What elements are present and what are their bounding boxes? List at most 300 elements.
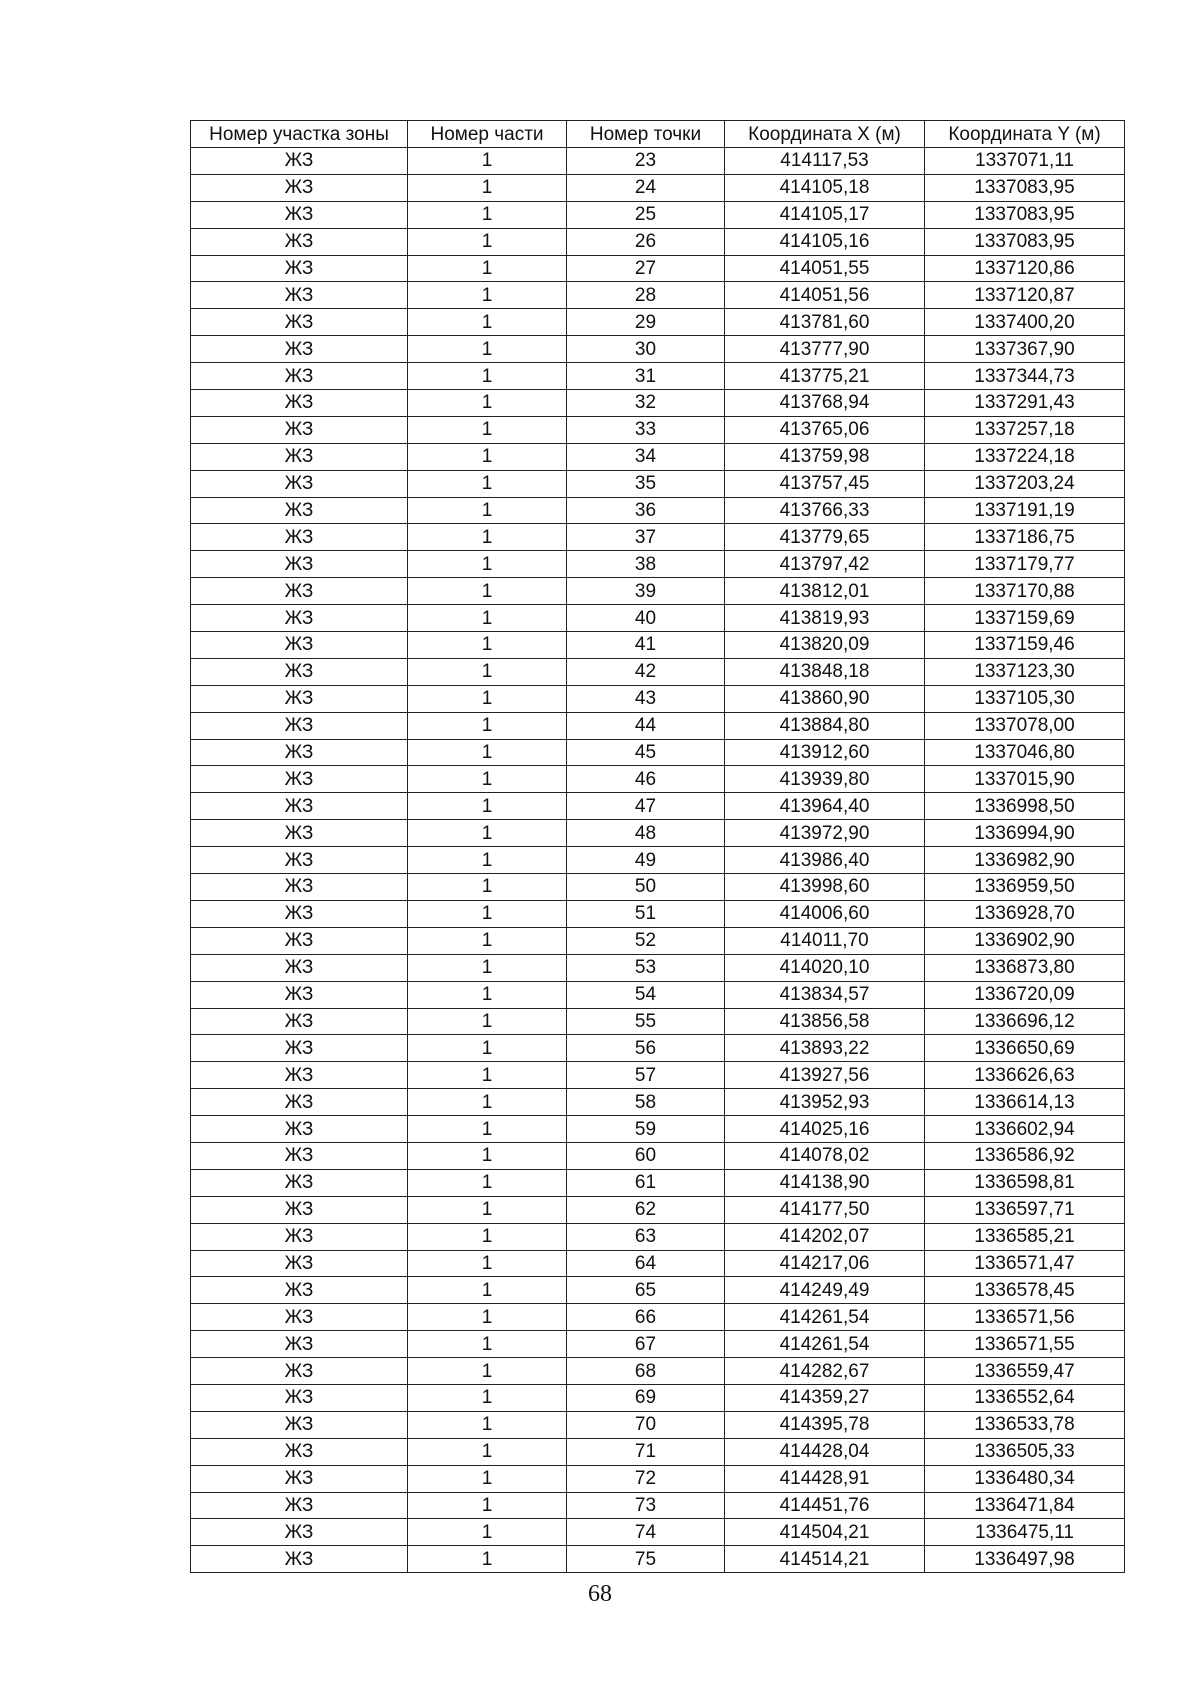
cell-part-number: 1	[408, 148, 567, 175]
cell-point-number: 51	[567, 900, 725, 927]
cell-coordinate-y: 1337123,30	[925, 658, 1125, 685]
table-row	[191, 874, 1125, 901]
cell-part-number: 1	[408, 954, 567, 981]
cell-zone-section: ЖЗ	[191, 282, 408, 309]
cell-part-number: 1	[408, 336, 567, 363]
table-row	[191, 820, 1125, 847]
cell-part-number: 1	[408, 524, 567, 551]
cell-part-number: 1	[408, 981, 567, 1008]
cell-point-number: 47	[567, 793, 725, 820]
table-row	[191, 981, 1125, 1008]
cell-part-number: 1	[408, 1438, 567, 1465]
cell-coordinate-y: 1336585,21	[925, 1223, 1125, 1250]
table-row	[191, 1169, 1125, 1196]
cell-coordinate-y: 1336720,09	[925, 981, 1125, 1008]
cell-point-number: 23	[567, 148, 725, 175]
cell-point-number: 26	[567, 228, 725, 255]
cell-coordinate-y: 1337015,90	[925, 766, 1125, 793]
cell-part-number: 1	[408, 470, 567, 497]
cell-coordinate-x: 414504,21	[725, 1519, 925, 1546]
cell-coordinate-x: 413781,60	[725, 309, 925, 336]
cell-point-number: 58	[567, 1089, 725, 1116]
cell-part-number: 1	[408, 578, 567, 605]
cell-point-number: 52	[567, 927, 725, 954]
cell-zone-section: ЖЗ	[191, 632, 408, 659]
cell-part-number: 1	[408, 605, 567, 632]
table-row	[191, 174, 1125, 201]
cell-coordinate-x: 414117,53	[725, 148, 925, 175]
cell-coordinate-x: 414177,50	[725, 1196, 925, 1223]
page-number: 68	[588, 1581, 612, 1607]
coordinates-table	[190, 120, 1125, 1573]
cell-zone-section: ЖЗ	[191, 1492, 408, 1519]
cell-point-number: 34	[567, 443, 725, 470]
cell-coordinate-y: 1336471,84	[925, 1492, 1125, 1519]
cell-coordinate-y: 1337083,95	[925, 201, 1125, 228]
cell-part-number: 1	[408, 1116, 567, 1143]
cell-coordinate-y: 1336614,13	[925, 1089, 1125, 1116]
table-row	[191, 1384, 1125, 1411]
cell-coordinate-y: 1336998,50	[925, 793, 1125, 820]
table-row	[191, 363, 1125, 390]
table-row	[191, 390, 1125, 417]
cell-part-number: 1	[408, 1089, 567, 1116]
table-row	[191, 927, 1125, 954]
cell-coordinate-x: 413820,09	[725, 632, 925, 659]
cell-zone-section: ЖЗ	[191, 685, 408, 712]
table-row	[191, 1331, 1125, 1358]
cell-point-number: 30	[567, 336, 725, 363]
cell-zone-section: ЖЗ	[191, 1304, 408, 1331]
cell-coordinate-x: 414105,16	[725, 228, 925, 255]
cell-part-number: 1	[408, 712, 567, 739]
cell-zone-section: ЖЗ	[191, 1277, 408, 1304]
cell-point-number: 38	[567, 551, 725, 578]
cell-part-number: 1	[408, 390, 567, 417]
cell-point-number: 29	[567, 309, 725, 336]
cell-coordinate-y: 1336696,12	[925, 1008, 1125, 1035]
cell-part-number: 1	[408, 793, 567, 820]
cell-part-number: 1	[408, 201, 567, 228]
cell-point-number: 72	[567, 1465, 725, 1492]
table-row	[191, 605, 1125, 632]
cell-point-number: 59	[567, 1116, 725, 1143]
cell-coordinate-x: 413777,90	[725, 336, 925, 363]
cell-zone-section: ЖЗ	[191, 174, 408, 201]
cell-zone-section: ЖЗ	[191, 470, 408, 497]
cell-coordinate-y: 1336650,69	[925, 1035, 1125, 1062]
cell-coordinate-y: 1337159,46	[925, 632, 1125, 659]
table-row	[191, 1035, 1125, 1062]
cell-zone-section: ЖЗ	[191, 1223, 408, 1250]
cell-point-number: 54	[567, 981, 725, 1008]
table-row	[191, 1008, 1125, 1035]
table-row	[191, 685, 1125, 712]
cell-point-number: 70	[567, 1411, 725, 1438]
cell-zone-section: ЖЗ	[191, 443, 408, 470]
cell-zone-section: ЖЗ	[191, 309, 408, 336]
table-row	[191, 1223, 1125, 1250]
cell-coordinate-x: 414249,49	[725, 1277, 925, 1304]
cell-zone-section: ЖЗ	[191, 390, 408, 417]
cell-zone-section: ЖЗ	[191, 336, 408, 363]
cell-coordinate-y: 1336598,81	[925, 1169, 1125, 1196]
cell-coordinate-x: 413860,90	[725, 685, 925, 712]
cell-coordinate-y: 1336994,90	[925, 820, 1125, 847]
cell-point-number: 44	[567, 712, 725, 739]
table-row	[191, 712, 1125, 739]
cell-part-number: 1	[408, 363, 567, 390]
header-coordinate-x: Координата X (м)	[725, 121, 925, 148]
cell-coordinate-x: 413972,90	[725, 820, 925, 847]
table-row	[191, 1116, 1125, 1143]
cell-coordinate-x: 414138,90	[725, 1169, 925, 1196]
cell-part-number: 1	[408, 1008, 567, 1035]
table-row	[191, 954, 1125, 981]
table-row	[191, 443, 1125, 470]
cell-coordinate-y: 1337400,20	[925, 309, 1125, 336]
cell-coordinate-y: 1336552,64	[925, 1384, 1125, 1411]
cell-part-number: 1	[408, 1331, 567, 1358]
cell-point-number: 55	[567, 1008, 725, 1035]
cell-point-number: 27	[567, 255, 725, 282]
cell-zone-section: ЖЗ	[191, 874, 408, 901]
cell-part-number: 1	[408, 1384, 567, 1411]
cell-zone-section: ЖЗ	[191, 551, 408, 578]
cell-coordinate-x: 414428,04	[725, 1438, 925, 1465]
cell-coordinate-y: 1337170,88	[925, 578, 1125, 605]
cell-point-number: 73	[567, 1492, 725, 1519]
cell-part-number: 1	[408, 282, 567, 309]
cell-part-number: 1	[408, 1062, 567, 1089]
cell-coordinate-x: 413775,21	[725, 363, 925, 390]
cell-point-number: 33	[567, 416, 725, 443]
cell-part-number: 1	[408, 685, 567, 712]
cell-point-number: 25	[567, 201, 725, 228]
cell-zone-section: ЖЗ	[191, 1062, 408, 1089]
cell-zone-section: ЖЗ	[191, 1250, 408, 1277]
cell-coordinate-x: 413912,60	[725, 739, 925, 766]
table-row	[191, 1089, 1125, 1116]
cell-part-number: 1	[408, 1035, 567, 1062]
cell-coordinate-x: 413964,40	[725, 793, 925, 820]
cell-coordinate-x: 414105,17	[725, 201, 925, 228]
cell-coordinate-x: 413939,80	[725, 766, 925, 793]
cell-point-number: 32	[567, 390, 725, 417]
table-row	[191, 1411, 1125, 1438]
cell-coordinate-x: 413884,80	[725, 712, 925, 739]
cell-point-number: 41	[567, 632, 725, 659]
table-row	[191, 201, 1125, 228]
table-row	[191, 497, 1125, 524]
table-row	[191, 148, 1125, 175]
cell-coordinate-x: 414202,07	[725, 1223, 925, 1250]
cell-coordinate-x: 413893,22	[725, 1035, 925, 1062]
cell-coordinate-y: 1337105,30	[925, 685, 1125, 712]
cell-zone-section: ЖЗ	[191, 1384, 408, 1411]
cell-coordinate-x: 414261,54	[725, 1331, 925, 1358]
cell-zone-section: ЖЗ	[191, 658, 408, 685]
cell-part-number: 1	[408, 820, 567, 847]
cell-coordinate-x: 414282,67	[725, 1358, 925, 1385]
cell-coordinate-y: 1336571,47	[925, 1250, 1125, 1277]
cell-point-number: 53	[567, 954, 725, 981]
cell-coordinate-y: 1337179,77	[925, 551, 1125, 578]
cell-coordinate-x: 413834,57	[725, 981, 925, 1008]
cell-zone-section: ЖЗ	[191, 1331, 408, 1358]
table-header	[191, 121, 1125, 148]
cell-coordinate-y: 1336571,56	[925, 1304, 1125, 1331]
cell-part-number: 1	[408, 551, 567, 578]
cell-part-number: 1	[408, 228, 567, 255]
table-row	[191, 658, 1125, 685]
cell-coordinate-x: 413766,33	[725, 497, 925, 524]
cell-coordinate-y: 1337159,69	[925, 605, 1125, 632]
cell-zone-section: ЖЗ	[191, 1142, 408, 1169]
cell-coordinate-y: 1337083,95	[925, 228, 1125, 255]
cell-zone-section: ЖЗ	[191, 1546, 408, 1573]
cell-coordinate-y: 1337344,73	[925, 363, 1125, 390]
cell-coordinate-x: 414217,06	[725, 1250, 925, 1277]
cell-part-number: 1	[408, 1546, 567, 1573]
cell-coordinate-y: 1336982,90	[925, 847, 1125, 874]
cell-coordinate-y: 1337367,90	[925, 336, 1125, 363]
cell-zone-section: ЖЗ	[191, 1411, 408, 1438]
cell-point-number: 49	[567, 847, 725, 874]
table-row	[191, 1546, 1125, 1573]
cell-part-number: 1	[408, 1411, 567, 1438]
cell-coordinate-x: 414395,78	[725, 1411, 925, 1438]
cell-coordinate-x: 414006,60	[725, 900, 925, 927]
cell-point-number: 39	[567, 578, 725, 605]
table-row	[191, 632, 1125, 659]
table-row	[191, 416, 1125, 443]
cell-zone-section: ЖЗ	[191, 847, 408, 874]
cell-zone-section: ЖЗ	[191, 416, 408, 443]
cell-point-number: 67	[567, 1331, 725, 1358]
table-row	[191, 255, 1125, 282]
cell-point-number: 36	[567, 497, 725, 524]
cell-coordinate-y: 1336475,11	[925, 1519, 1125, 1546]
cell-zone-section: ЖЗ	[191, 712, 408, 739]
cell-part-number: 1	[408, 632, 567, 659]
cell-zone-section: ЖЗ	[191, 201, 408, 228]
cell-zone-section: ЖЗ	[191, 900, 408, 927]
cell-point-number: 37	[567, 524, 725, 551]
cell-part-number: 1	[408, 1250, 567, 1277]
cell-coordinate-y: 1336586,92	[925, 1142, 1125, 1169]
cell-coordinate-x: 414078,02	[725, 1142, 925, 1169]
cell-point-number: 71	[567, 1438, 725, 1465]
table-row	[191, 847, 1125, 874]
table-row	[191, 1250, 1125, 1277]
header-coordinate-y: Координата Y (м)	[925, 121, 1125, 148]
cell-zone-section: ЖЗ	[191, 255, 408, 282]
cell-zone-section: ЖЗ	[191, 605, 408, 632]
cell-point-number: 63	[567, 1223, 725, 1250]
cell-part-number: 1	[408, 874, 567, 901]
cell-part-number: 1	[408, 1304, 567, 1331]
cell-zone-section: ЖЗ	[191, 766, 408, 793]
cell-coordinate-y: 1337120,87	[925, 282, 1125, 309]
cell-coordinate-x: 413779,65	[725, 524, 925, 551]
cell-coordinate-x: 413986,40	[725, 847, 925, 874]
cell-point-number: 69	[567, 1384, 725, 1411]
cell-coordinate-x: 414025,16	[725, 1116, 925, 1143]
cell-point-number: 48	[567, 820, 725, 847]
table-body	[191, 148, 1125, 1573]
cell-part-number: 1	[408, 416, 567, 443]
cell-point-number: 40	[567, 605, 725, 632]
table-row	[191, 228, 1125, 255]
cell-zone-section: ЖЗ	[191, 1089, 408, 1116]
cell-coordinate-y: 1337203,24	[925, 470, 1125, 497]
cell-zone-section: ЖЗ	[191, 363, 408, 390]
table-row	[191, 793, 1125, 820]
cell-coordinate-x: 413952,93	[725, 1089, 925, 1116]
cell-coordinate-x: 414451,76	[725, 1492, 925, 1519]
cell-coordinate-x: 413856,58	[725, 1008, 925, 1035]
cell-coordinate-y: 1337083,95	[925, 174, 1125, 201]
cell-coordinate-y: 1336902,90	[925, 927, 1125, 954]
cell-coordinate-x: 414514,21	[725, 1546, 925, 1573]
cell-point-number: 50	[567, 874, 725, 901]
cell-zone-section: ЖЗ	[191, 578, 408, 605]
cell-zone-section: ЖЗ	[191, 1008, 408, 1035]
table-row	[191, 766, 1125, 793]
cell-coordinate-x: 414020,10	[725, 954, 925, 981]
cell-part-number: 1	[408, 900, 567, 927]
table-row	[191, 1196, 1125, 1223]
cell-point-number: 45	[567, 739, 725, 766]
cell-part-number: 1	[408, 309, 567, 336]
cell-coordinate-y: 1336533,78	[925, 1411, 1125, 1438]
cell-part-number: 1	[408, 1142, 567, 1169]
cell-coordinate-x: 413759,98	[725, 443, 925, 470]
cell-zone-section: ЖЗ	[191, 1465, 408, 1492]
cell-coordinate-y: 1336505,33	[925, 1438, 1125, 1465]
cell-part-number: 1	[408, 927, 567, 954]
cell-point-number: 61	[567, 1169, 725, 1196]
cell-coordinate-x: 413812,01	[725, 578, 925, 605]
table-row	[191, 1142, 1125, 1169]
cell-coordinate-x: 413927,56	[725, 1062, 925, 1089]
cell-coordinate-y: 1336571,55	[925, 1331, 1125, 1358]
cell-coordinate-y: 1337078,00	[925, 712, 1125, 739]
cell-point-number: 64	[567, 1250, 725, 1277]
cell-coordinate-y: 1336480,34	[925, 1465, 1125, 1492]
cell-zone-section: ЖЗ	[191, 793, 408, 820]
cell-point-number: 75	[567, 1546, 725, 1573]
cell-zone-section: ЖЗ	[191, 927, 408, 954]
header-part-number: Номер части	[408, 121, 567, 148]
cell-coordinate-x: 414105,18	[725, 174, 925, 201]
table-row	[191, 524, 1125, 551]
cell-coordinate-x: 413765,06	[725, 416, 925, 443]
cell-point-number: 74	[567, 1519, 725, 1546]
cell-coordinate-y: 1336578,45	[925, 1277, 1125, 1304]
cell-part-number: 1	[408, 847, 567, 874]
cell-coordinate-y: 1336497,98	[925, 1546, 1125, 1573]
cell-part-number: 1	[408, 739, 567, 766]
cell-point-number: 46	[567, 766, 725, 793]
cell-coordinate-y: 1337291,43	[925, 390, 1125, 417]
cell-zone-section: ЖЗ	[191, 1519, 408, 1546]
cell-coordinate-y: 1337046,80	[925, 739, 1125, 766]
table-row	[191, 1519, 1125, 1546]
cell-part-number: 1	[408, 1196, 567, 1223]
table-row	[191, 1438, 1125, 1465]
cell-coordinate-y: 1337120,86	[925, 255, 1125, 282]
cell-coordinate-x: 413797,42	[725, 551, 925, 578]
cell-part-number: 1	[408, 497, 567, 524]
cell-part-number: 1	[408, 443, 567, 470]
table-row	[191, 1277, 1125, 1304]
table-row	[191, 1465, 1125, 1492]
cell-coordinate-x: 413768,94	[725, 390, 925, 417]
cell-zone-section: ЖЗ	[191, 148, 408, 175]
cell-zone-section: ЖЗ	[191, 228, 408, 255]
cell-zone-section: ЖЗ	[191, 820, 408, 847]
table-row	[191, 900, 1125, 927]
cell-point-number: 68	[567, 1358, 725, 1385]
cell-coordinate-y: 1337224,18	[925, 443, 1125, 470]
header-zone-section: Номер участка зоны	[191, 121, 408, 148]
cell-coordinate-x: 413848,18	[725, 658, 925, 685]
cell-part-number: 1	[408, 766, 567, 793]
cell-part-number: 1	[408, 1169, 567, 1196]
cell-coordinate-x: 414051,56	[725, 282, 925, 309]
cell-zone-section: ЖЗ	[191, 1438, 408, 1465]
table-row	[191, 1492, 1125, 1519]
table-row	[191, 470, 1125, 497]
cell-zone-section: ЖЗ	[191, 954, 408, 981]
cell-coordinate-y: 1336873,80	[925, 954, 1125, 981]
cell-coordinate-x: 414261,54	[725, 1304, 925, 1331]
cell-part-number: 1	[408, 1492, 567, 1519]
cell-coordinate-y: 1336602,94	[925, 1116, 1125, 1143]
cell-zone-section: ЖЗ	[191, 1358, 408, 1385]
header-point-number: Номер точки	[567, 121, 725, 148]
cell-part-number: 1	[408, 174, 567, 201]
cell-coordinate-x: 414051,55	[725, 255, 925, 282]
table-row	[191, 309, 1125, 336]
cell-coordinate-y: 1336959,50	[925, 874, 1125, 901]
header-row	[191, 121, 1125, 148]
cell-point-number: 60	[567, 1142, 725, 1169]
cell-coordinate-x: 414428,91	[725, 1465, 925, 1492]
cell-coordinate-y: 1336928,70	[925, 900, 1125, 927]
cell-coordinate-x: 413757,45	[725, 470, 925, 497]
cell-zone-section: ЖЗ	[191, 1116, 408, 1143]
cell-part-number: 1	[408, 1277, 567, 1304]
cell-zone-section: ЖЗ	[191, 497, 408, 524]
cell-point-number: 43	[567, 685, 725, 712]
cell-zone-section: ЖЗ	[191, 981, 408, 1008]
cell-point-number: 57	[567, 1062, 725, 1089]
cell-part-number: 1	[408, 658, 567, 685]
cell-part-number: 1	[408, 255, 567, 282]
cell-zone-section: ЖЗ	[191, 1035, 408, 1062]
table-row	[191, 336, 1125, 363]
table-row	[191, 578, 1125, 605]
table-row	[191, 1062, 1125, 1089]
cell-coordinate-y: 1336626,63	[925, 1062, 1125, 1089]
cell-coordinate-y: 1337186,75	[925, 524, 1125, 551]
cell-part-number: 1	[408, 1519, 567, 1546]
cell-coordinate-x: 414359,27	[725, 1384, 925, 1411]
cell-point-number: 66	[567, 1304, 725, 1331]
